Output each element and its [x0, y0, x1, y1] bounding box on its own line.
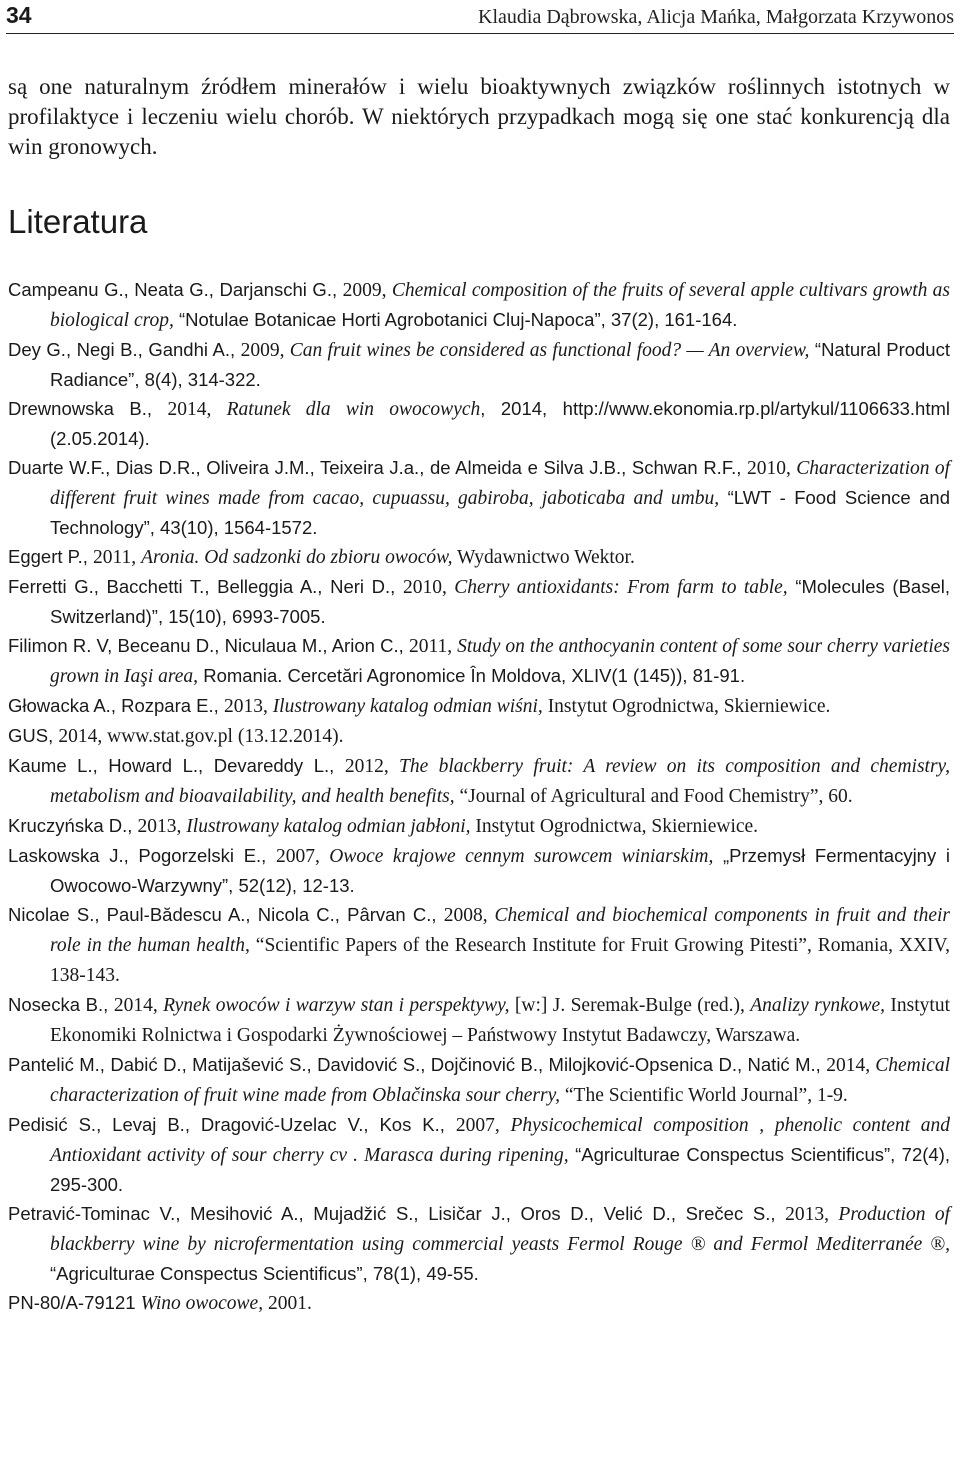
reference-entry: [8, 691, 950, 721]
reference-text: Pantelić M., Dabić D., Matijašević S., Davidović S., Dojčinović B., Milojković-Opsenica D., Natić M.,: [8, 1054, 827, 1075]
reference-entry: [8, 572, 950, 631]
reference-entry: [8, 990, 950, 1050]
reference-title: Physicochemical composition , phenolic content and Antioxidant activity of sour cherry cv . Marasca during ripening,: [50, 1115, 951, 1166]
reference-title: Ilustrowany katalog odmian wiśni,: [272, 696, 543, 717]
reference-text: 2014,: [113, 995, 164, 1016]
reference-text: GUS,: [8, 725, 59, 746]
reference-text: Drewnowska B.,: [8, 398, 168, 419]
running-header: [6, 0, 954, 34]
intro-paragraph: są one naturalnym źródłem minerałów i wielu bioaktywnych związków roślinnych istotnych w profilaktyce i leczeniu wielu chorób. W niektórych przypadkach mogą się one stać konkurencją dla win gronowych.: [8, 74, 950, 159]
reference-title: Chemical composition of the fruits of several apple cultivars growth as biological crop,: [50, 280, 951, 331]
reference-text: Ferretti G., Bacchetti T., Belleggia A., Neri D.,: [8, 576, 403, 597]
reference-text: Pedisić S., Levaj B., Dragović-Uzelac V., Kos K.,: [8, 1114, 456, 1135]
reference-text: Filimon R. V, Beceanu D., Niculaua M., Arion C.,: [8, 635, 409, 656]
reference-text: 2011,: [93, 547, 142, 568]
reference-text: [w:] J. Seremak-Bulge (red.),: [509, 995, 751, 1016]
reference-text: 2014,: [167, 399, 227, 420]
reference-text: Kruczyńska D.,: [8, 815, 138, 836]
reference-entry: [8, 335, 950, 394]
reference-text: 2012,: [344, 756, 400, 777]
reference-entry: [8, 841, 950, 900]
reference-entry: [8, 542, 950, 572]
reference-text: 2011,: [408, 636, 458, 657]
reference-entry: [8, 900, 950, 990]
reference-entry: [8, 1288, 950, 1318]
reference-text: Eggert P.,: [8, 546, 94, 567]
reference-entry: [8, 721, 950, 751]
page-number: 34: [6, 2, 32, 28]
reference-text: 2010,: [746, 458, 797, 479]
reference-text: Laskowska J., Pogorzelski E.,: [8, 845, 276, 866]
reference-entry: [8, 1110, 950, 1199]
reference-title: Production of blackberry wine by nicrofermentation using commercial yeasts Fermol Rouge ® and Fermol Mediterranée ®,: [50, 1204, 951, 1255]
reference-title: Can fruit wines be considered as functional food? — An overview,: [289, 340, 810, 361]
reference-text: “The Scientific World Journal”, 1-9.: [560, 1085, 848, 1106]
reference-title: Chemical characterization of fruit wine made from Oblačinska sour cherry,: [50, 1055, 950, 1106]
reference-text: Instytut Ogrodnictwa, Skierniewice.: [542, 696, 831, 717]
reference-text: 2001.: [263, 1293, 312, 1314]
reference-title: Cherry antioxidants: From farm to table,: [454, 577, 788, 598]
reference-title: Rynek owoców i warzyw stan i perspektywy,: [163, 995, 510, 1016]
reference-text: Petravić-Tominac V., Mesihović A., Mujadžić S., Lisičar J., Oros D., Velić D., Srečec S.,: [8, 1203, 786, 1224]
running-head-authors: Klaudia Dąbrowska, Alicja Mańka, Małgorzata Krzywonos: [478, 6, 954, 28]
reference-text: “Agriculturae Conspectus Scientificus”, 72(4), 295-300.: [50, 1144, 950, 1195]
reference-text: 2009,: [240, 340, 290, 361]
reference-text: 2013,: [785, 1204, 839, 1225]
reference-text: Instytut Ekonomiki Rolnictwa i Gospodarki Żywnościowej – Państwowy Instytut Badawczy, Warszawa.: [50, 995, 950, 1046]
reference-title: Analizy rynkowe,: [750, 995, 886, 1016]
reference-title: Owoce krajowe cennym surowcem winiarskim,: [329, 846, 714, 867]
reference-entry: [8, 394, 950, 453]
reference-text: Kaume L., Howard L., Devareddy L.,: [8, 755, 345, 776]
reference-text: Nosecka B.,: [8, 994, 114, 1015]
reference-entry: [8, 811, 950, 841]
reference-text: „Przemysł Fermentacyjny i Owocowo-Warzywny”, 52(12), 12-13.: [50, 845, 951, 896]
reference-text: “Journal of Agricultural and Food Chemistry”, 60.: [454, 786, 853, 807]
reference-text: 2013,: [223, 696, 273, 717]
reference-text: “Natural Product Radiance”, 8(4), 314-322.: [50, 339, 950, 390]
reference-title: Wino owocowe,: [140, 1293, 264, 1314]
reference-entry: [8, 1199, 950, 1288]
reference-title: Ratunek dla win owocowych: [226, 399, 481, 420]
reference-entry: [8, 453, 950, 542]
reference-text: Głowacka A., Rozpara E.,: [8, 695, 224, 716]
reference-text: “Notulae Botanicae Horti Agrobotanici Cluj-Napoca”, 37(2), 161-164.: [173, 309, 738, 330]
reference-title: Chemical and biochemical components in fruit and their role in the human health,: [50, 905, 951, 956]
reference-text: “Agriculturae Conspectus Scientificus”, 78(1), 49-55.: [50, 1263, 479, 1284]
reference-text: Dey G., Negi B., Gandhi A.,: [8, 339, 241, 360]
reference-text: 2013,: [137, 816, 187, 837]
reference-title: Ilustrowany katalog odmian jabłoni,: [186, 816, 471, 837]
reference-text: Romania. Cercetări Agronomice În Moldova, XLIV(1 (145)), 81-91.: [198, 665, 746, 686]
reference-text: 2014, www.stat.gov.pl (13.12.2014).: [58, 726, 344, 747]
reference-text: 2009,: [342, 280, 392, 301]
reference-text: 2008,: [443, 905, 495, 926]
reference-text: “Molecules (Basel, Switzerland)”, 15(10), 6993-7005.: [50, 576, 950, 627]
section-title: Literatura: [8, 203, 148, 240]
reference-text: “Scientific Papers of the Research Institute for Fruit Growing Pitesti”, Romania, XXIV, 138-143.: [50, 935, 950, 986]
reference-entry: [8, 751, 950, 811]
reference-text: “LWT - Food Science and Technology”, 43(10), 1564-1572.: [50, 487, 951, 538]
reference-text: 2014,: [826, 1055, 876, 1076]
reference-title: Study on the anthocyanin content of some sour cherry varieties grown in Iaşi area,: [50, 636, 950, 687]
reference-text: PN-80/A-79121: [8, 1292, 141, 1313]
reference-text: Wydawnictwo Wektor.: [452, 547, 635, 568]
reference-entry: [8, 275, 950, 335]
reference-text: Campeanu G., Neata G., Darjanschi G.,: [8, 279, 343, 300]
reference-title: Characterization of different fruit wines made from cacao, cupuassu, gabiroba, jaboticaba and umbu,: [50, 458, 951, 509]
reference-title: Aronia. Od sadzonki do zbioru owoców,: [141, 547, 453, 568]
reference-entry: [8, 631, 950, 691]
reference-text: Nicolae S., Paul-Bădescu A., Nicola C., Pârvan C.,: [8, 904, 444, 925]
reference-entry: [8, 1050, 950, 1110]
reference-text: 2010,: [402, 577, 455, 598]
reference-title: The blackberry fruit: A review on its composition and chemistry, metabolism and bioavailability, and health benefits,: [50, 756, 951, 807]
reference-text: Instytut Ogrodnictwa, Skierniewice.: [470, 816, 759, 837]
reference-text: 2007,: [275, 846, 330, 867]
reference-list: [8, 275, 950, 1318]
reference-text: Duarte W.F., Dias D.R., Oliveira J.M., Teixeira J.a., de Almeida e Silva J.B., Schwan R.F.,: [8, 457, 747, 478]
reference-text: 2007,: [455, 1115, 511, 1136]
reference-text: , 2014, http://www.ekonomia.rp.pl/artykul/1106633.html (2.05.2014).: [50, 398, 950, 449]
